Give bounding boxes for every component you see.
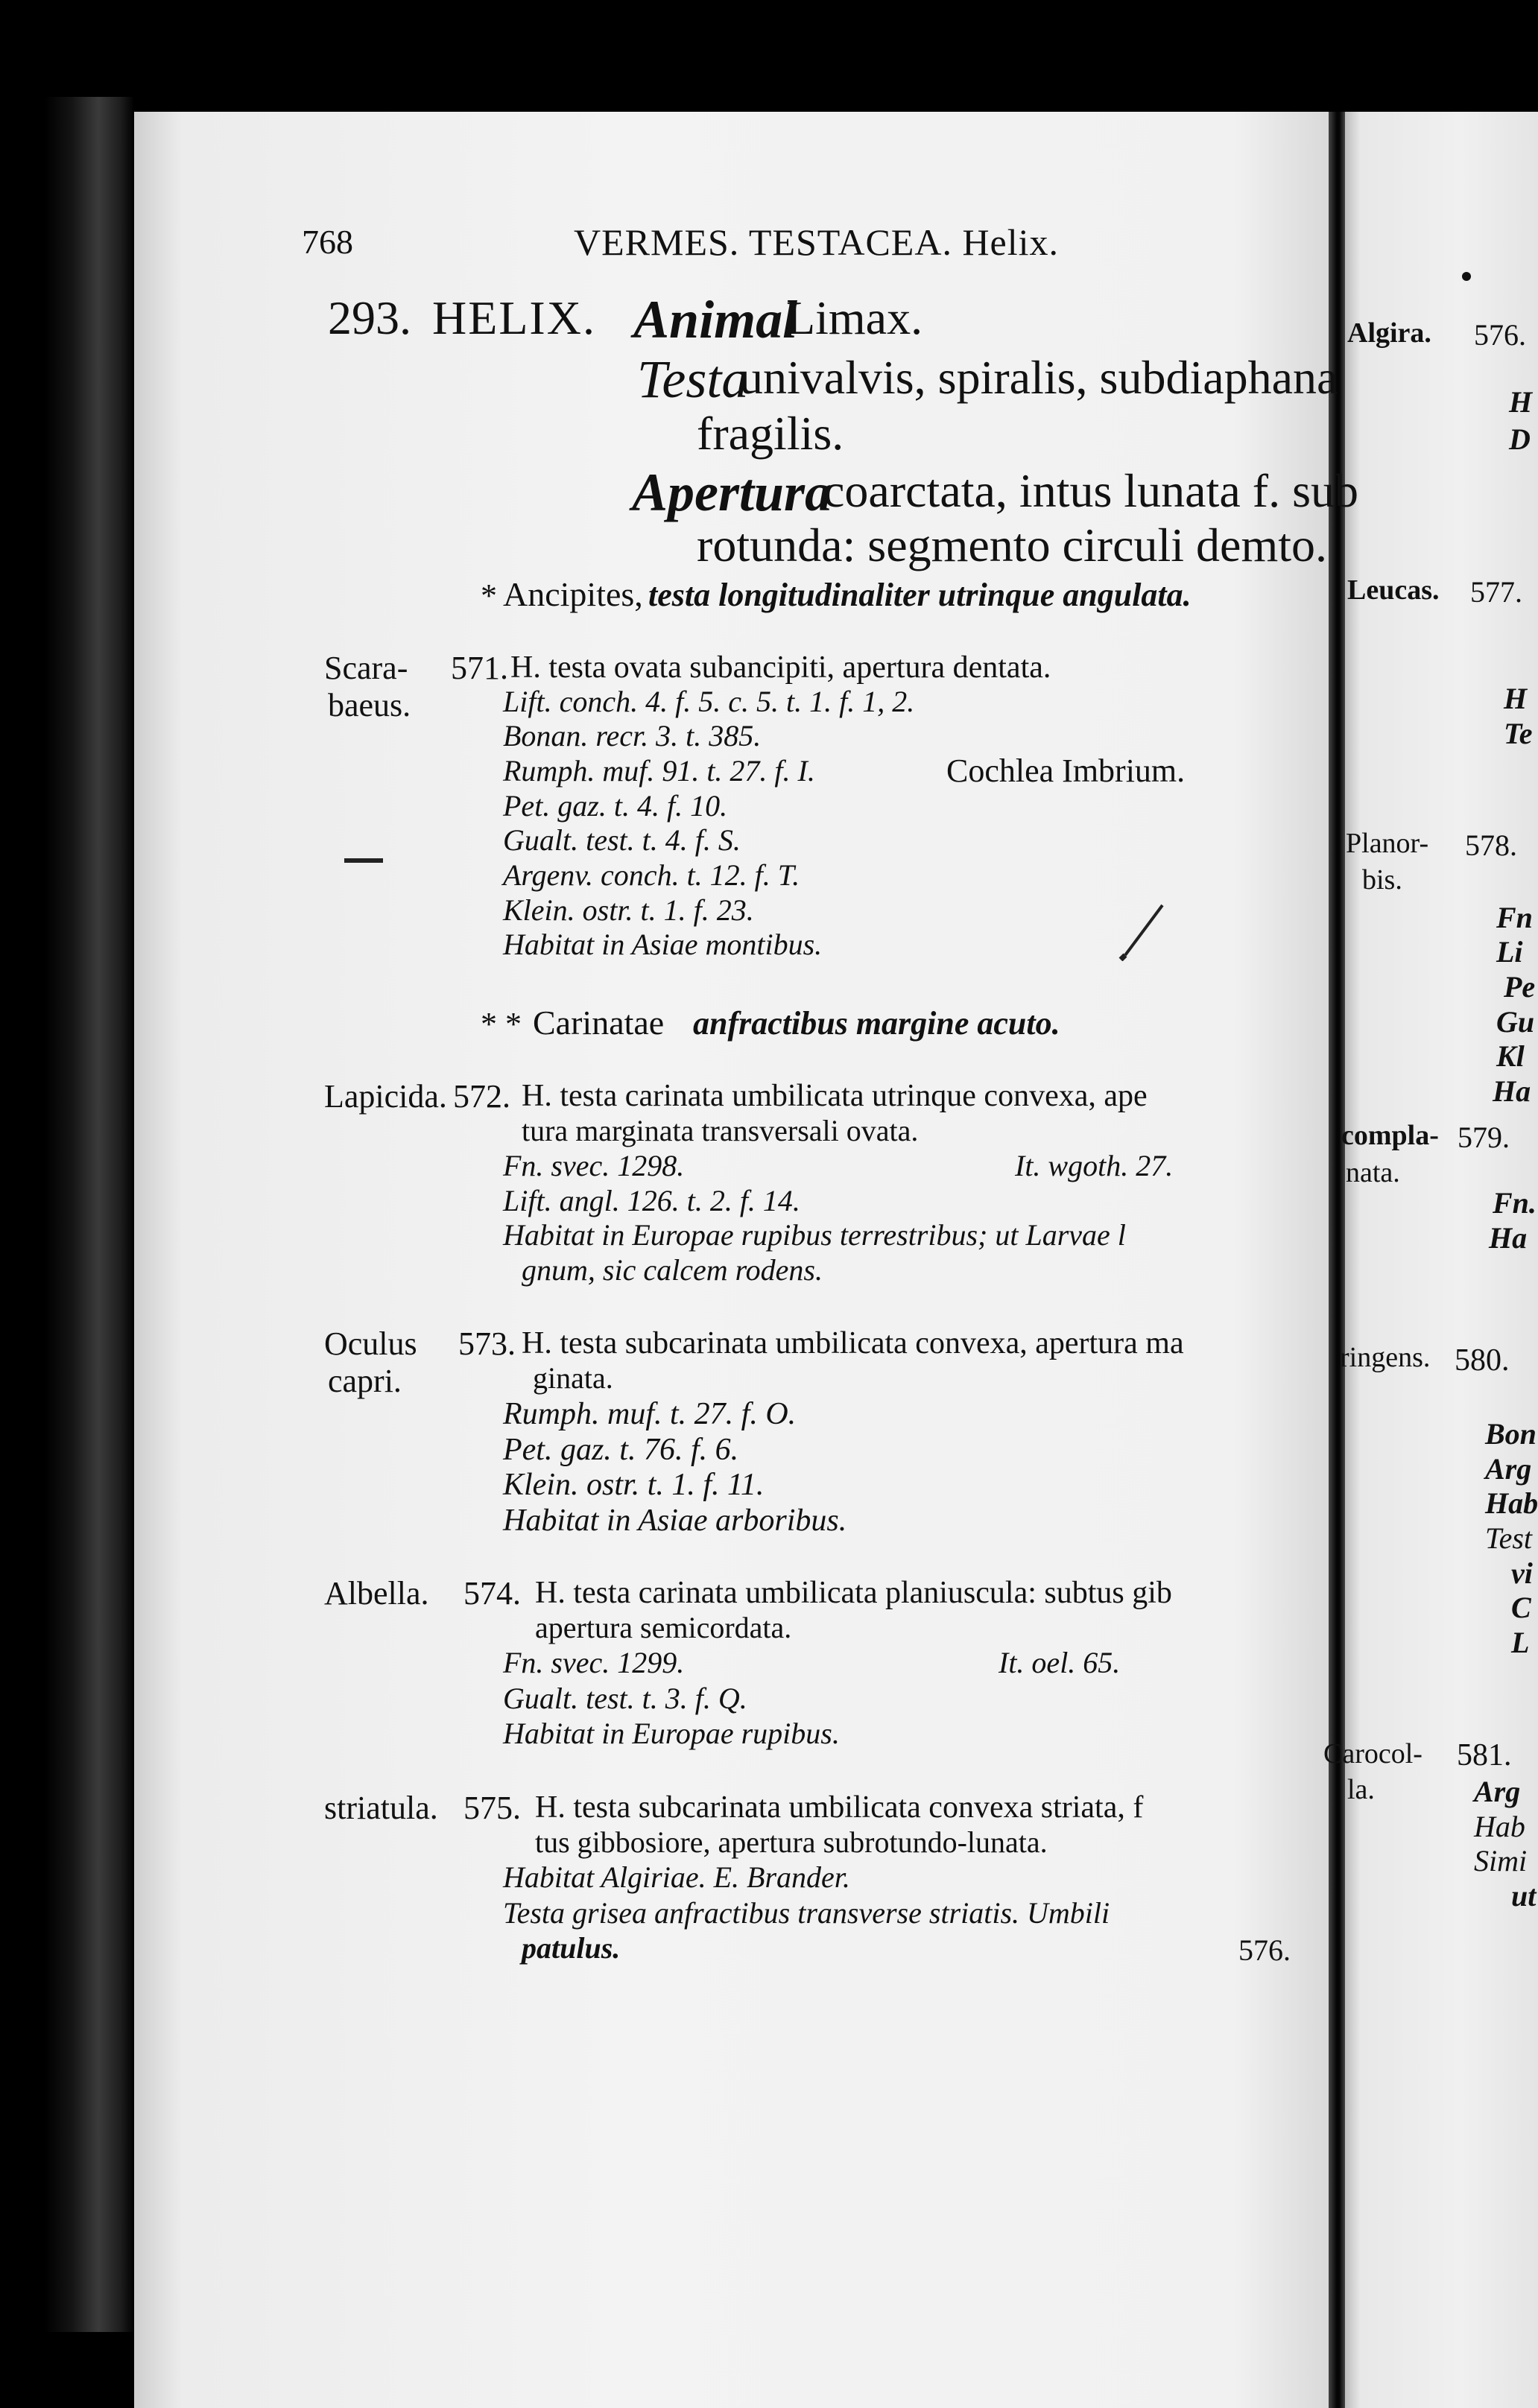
species-571-ref-2: Bonan. recr. 3. t. 385. <box>503 719 762 752</box>
facing-frag-580a: Bon <box>1485 1417 1537 1451</box>
species-571-ref-3: Rumph. muf. 91. t. 27. f. I. <box>503 754 815 788</box>
species-571-ref-5: Gualt. test. t. 4. f. S. <box>503 823 741 857</box>
species-572-habitat-2: gnum, sic calcem rodens. <box>522 1253 823 1287</box>
facing-num-581: 581. <box>1457 1738 1512 1772</box>
species-574-habitat: Habitat in Europae rupibus. <box>503 1717 840 1750</box>
species-571-cochlea: Cochlea Imbrium. <box>946 752 1186 789</box>
species-572-text-1: H. testa carinata umbilicata utrinque convexa, ape <box>522 1079 1148 1113</box>
species-572-ref-1b: It. wgoth. 27. <box>1015 1149 1174 1182</box>
facing-frag-580g: L <box>1511 1626 1530 1659</box>
species-571-ref-7: Klein. ostr. t. 1. f. 23. <box>503 893 754 927</box>
pencil-slash-mark <box>1118 902 1170 961</box>
ancipites-desc: testa longitudinaliter utrinque angulata. <box>648 577 1192 613</box>
species-571-name-1: Scara- <box>324 650 408 686</box>
facing-frag-578d: Gu <box>1496 1005 1535 1039</box>
facing-dot-mark <box>1462 272 1471 281</box>
species-573-ref-1: Rumph. muf. t. 27. f. O. <box>503 1397 797 1431</box>
facing-name-carocolla-2: la. <box>1347 1774 1375 1805</box>
facing-frag-580f: C <box>1511 1591 1531 1624</box>
testa-text-2: fragilis. <box>697 407 844 460</box>
species-573-habitat: Habitat in Asiae arboribus. <box>503 1504 847 1538</box>
facing-frag-581d: ut <box>1511 1879 1537 1913</box>
facing-name-carocolla-1: Carocol- <box>1323 1738 1423 1769</box>
facing-frag-579b: Ha <box>1489 1221 1528 1255</box>
pencil-dash-mark <box>344 858 383 863</box>
facing-num-577: 577. <box>1470 575 1522 609</box>
facing-name-algira: Algira. <box>1347 317 1431 349</box>
species-571-habitat: Habitat in Asiae montibus. <box>503 928 823 961</box>
facing-frag-580c: Hab <box>1485 1486 1538 1520</box>
species-575-habitat: Habitat Algiriae. E. Brander. <box>503 1860 850 1894</box>
apertura-label: Apertura <box>632 463 832 522</box>
facing-num-578: 578. <box>1465 828 1517 862</box>
facing-name-planorbis-2: bis. <box>1362 864 1402 896</box>
species-575-text-2: tus gibbosiore, apertura subrotundo-lunata. <box>535 1825 1048 1859</box>
facing-num-579: 579. <box>1458 1121 1510 1154</box>
animal-text: Limax. <box>786 291 923 344</box>
facing-frag-581c: Simi <box>1474 1844 1528 1878</box>
page-gutter <box>1329 112 1346 2408</box>
species-575-desc-1: Testa grisea anfractibus transverse striatis. Umbili <box>503 1896 1110 1930</box>
species-572-ref-1a: Fn. svec. 1298. <box>503 1149 685 1182</box>
species-572-name: Lapicida. <box>324 1078 447 1115</box>
genus-name: HELIX. <box>432 291 596 344</box>
facing-frag-577a: H <box>1504 682 1528 715</box>
species-574-number: 574. <box>463 1575 521 1612</box>
facing-frag-576a: H <box>1509 385 1533 419</box>
facing-name-complanata-1: compla- <box>1341 1120 1439 1151</box>
ancipites-mark: * <box>481 577 497 614</box>
species-575-number: 575. <box>463 1790 521 1826</box>
facing-frag-580d: Test <box>1485 1521 1533 1555</box>
species-575-desc-2: patulus. <box>522 1931 621 1965</box>
catchword: 576. <box>1238 1933 1291 1967</box>
apertura-text-2: rotunda: segmento circuli demto. <box>697 519 1327 571</box>
species-573-name-2: capri. <box>328 1363 402 1399</box>
facing-name-planorbis-1: Planor- <box>1346 828 1429 859</box>
running-title: VERMES. TESTACEA. Helix. <box>574 221 1060 263</box>
facing-frag-581a: Arg <box>1474 1775 1521 1808</box>
facing-name-complanata-2: nata. <box>1346 1157 1400 1188</box>
species-572-ref-2: Lift. angl. 126. t. 2. f. 14. <box>503 1184 800 1217</box>
facing-frag-578c: Pe <box>1504 970 1536 1004</box>
testa-text-1: univalvis, spiralis, subdiaphana <box>739 351 1338 404</box>
species-572-number: 572. <box>453 1078 510 1115</box>
facing-name-leucas: Leucas. <box>1347 574 1440 606</box>
page-number: 768 <box>302 223 353 261</box>
carinatae-name: Carinatae <box>533 1004 665 1042</box>
species-571-number: 571. <box>451 650 508 686</box>
apertura-text-1: coarctata, intus lunata f. sub <box>823 464 1358 517</box>
facing-frag-578e: Kl <box>1496 1039 1525 1073</box>
species-573-ref-2: Pet. gaz. t. 76. f. 6. <box>503 1433 739 1467</box>
species-573-text-1: H. testa subcarinata umbilicata convexa, apertura ma <box>522 1326 1184 1360</box>
species-574-ref-1b: It. oel. 65. <box>999 1646 1121 1679</box>
facing-frag-578f: Ha <box>1493 1074 1531 1108</box>
facing-frag-577b: Te <box>1504 717 1533 750</box>
facing-num-576: 576. <box>1474 318 1526 352</box>
species-571-text: H. testa ovata subancipiti, apertura dentata. <box>510 650 1051 685</box>
facing-num-580: 580. <box>1455 1343 1510 1378</box>
genus-number: 293. <box>328 291 411 344</box>
species-571-ref-1: Lift. conch. 4. f. 5. c. 5. t. 1. f. 1, 2. <box>503 685 915 718</box>
facing-frag-578b: Li <box>1496 935 1523 969</box>
species-573-ref-3: Klein. ostr. t. 1. f. 11. <box>503 1468 765 1502</box>
species-572-text-2: tura marginata transversali ovata. <box>522 1114 919 1147</box>
species-575-name: striatula. <box>324 1790 438 1826</box>
carinatae-desc: anfractibus margine acuto. <box>693 1005 1060 1042</box>
species-573-name-1: Oculus <box>324 1325 417 1362</box>
species-574-ref-2: Gualt. test. t. 3. f. Q. <box>503 1682 747 1715</box>
facing-frag-578a: Fn <box>1496 901 1533 934</box>
book-binding-edge <box>45 97 134 2332</box>
facing-frag-579a: Fn. <box>1493 1186 1537 1220</box>
right-page <box>1345 112 1538 2408</box>
species-571-ref-6: Argenv. conch. t. 12. f. T. <box>503 858 800 892</box>
facing-frag-581b: Hab <box>1474 1810 1525 1843</box>
species-574-text-1: H. testa carinata umbilicata planiuscula: subtus gib <box>535 1576 1172 1610</box>
species-571-name-2: baeus. <box>328 687 411 723</box>
testa-label: Testa <box>637 349 749 409</box>
ancipites-name: Ancipites, <box>503 575 643 613</box>
species-573-number: 573. <box>458 1325 516 1362</box>
facing-name-ringens: ringens. <box>1340 1342 1431 1373</box>
facing-frag-580e: vi <box>1511 1556 1533 1590</box>
facing-frag-576b: D <box>1509 422 1531 456</box>
carinatae-mark: * * <box>481 1006 522 1042</box>
species-574-name: Albella. <box>324 1575 429 1612</box>
species-573-text-2: ginata. <box>533 1361 613 1395</box>
species-574-ref-1a: Fn. svec. 1299. <box>503 1646 685 1679</box>
species-574-text-2: apertura semicordata. <box>535 1611 792 1644</box>
animal-label: Animal <box>633 290 798 349</box>
facing-frag-580b: Arg <box>1485 1452 1532 1486</box>
species-571-ref-4: Pet. gaz. t. 4. f. 10. <box>503 789 728 823</box>
species-575-text-1: H. testa subcarinata umbilicata convexa striata, f <box>535 1790 1144 1825</box>
species-572-habitat-1: Habitat in Europae rupibus terrestribus; ut Larvae l <box>503 1218 1126 1252</box>
